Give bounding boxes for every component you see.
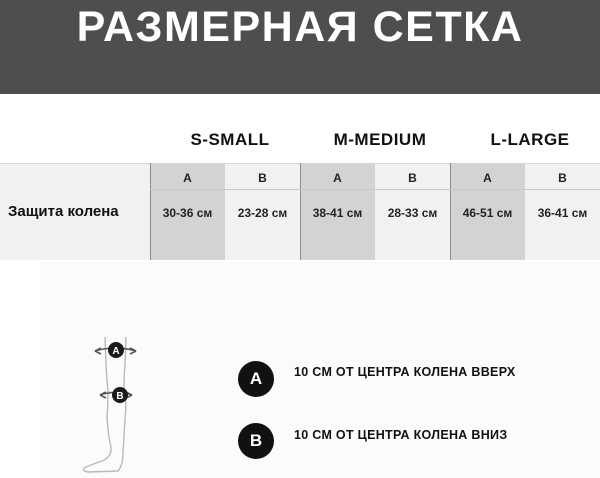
row-label-knee-protection: Защита колена [8,203,119,220]
subheader-cell: B [408,171,417,185]
diagram-marker-a: A [112,346,120,357]
table-cell: 30-36 см [162,206,213,220]
size-heading-large: L-LARGE [490,130,570,149]
table-cell: 23-28 см [237,206,288,220]
table-cell: 28-33 см [387,206,438,220]
table-cell: 38-41 см [312,206,363,220]
leg-diagram-icon [78,335,148,475]
table-divider [150,189,600,190]
subheader-cell: B [558,171,567,185]
subheader-cell: A [333,171,342,185]
table-cell: 46-51 см [462,206,513,220]
subheader-cell: A [183,171,192,185]
legend-marker-a: A [238,361,274,397]
legend-text-b: 10 СМ ОТ ЦЕНТРА КОЛЕНА ВНИЗ [294,428,508,442]
subheader-cell: B [258,171,267,185]
table-cell: 36-41 см [537,206,588,220]
subheader-cell: A [483,171,492,185]
legend-marker-b: B [238,423,274,459]
header-banner [0,0,600,94]
size-heading-small: S-SMALL [190,130,270,149]
legend-text-a: 10 СМ ОТ ЦЕНТРА КОЛЕНА ВВЕРХ [294,365,516,379]
diagram-marker-b: B [116,391,124,402]
size-heading-medium: M-MEDIUM [333,130,427,149]
page-title: РАЗМЕРНАЯ СЕТКА [76,3,524,51]
